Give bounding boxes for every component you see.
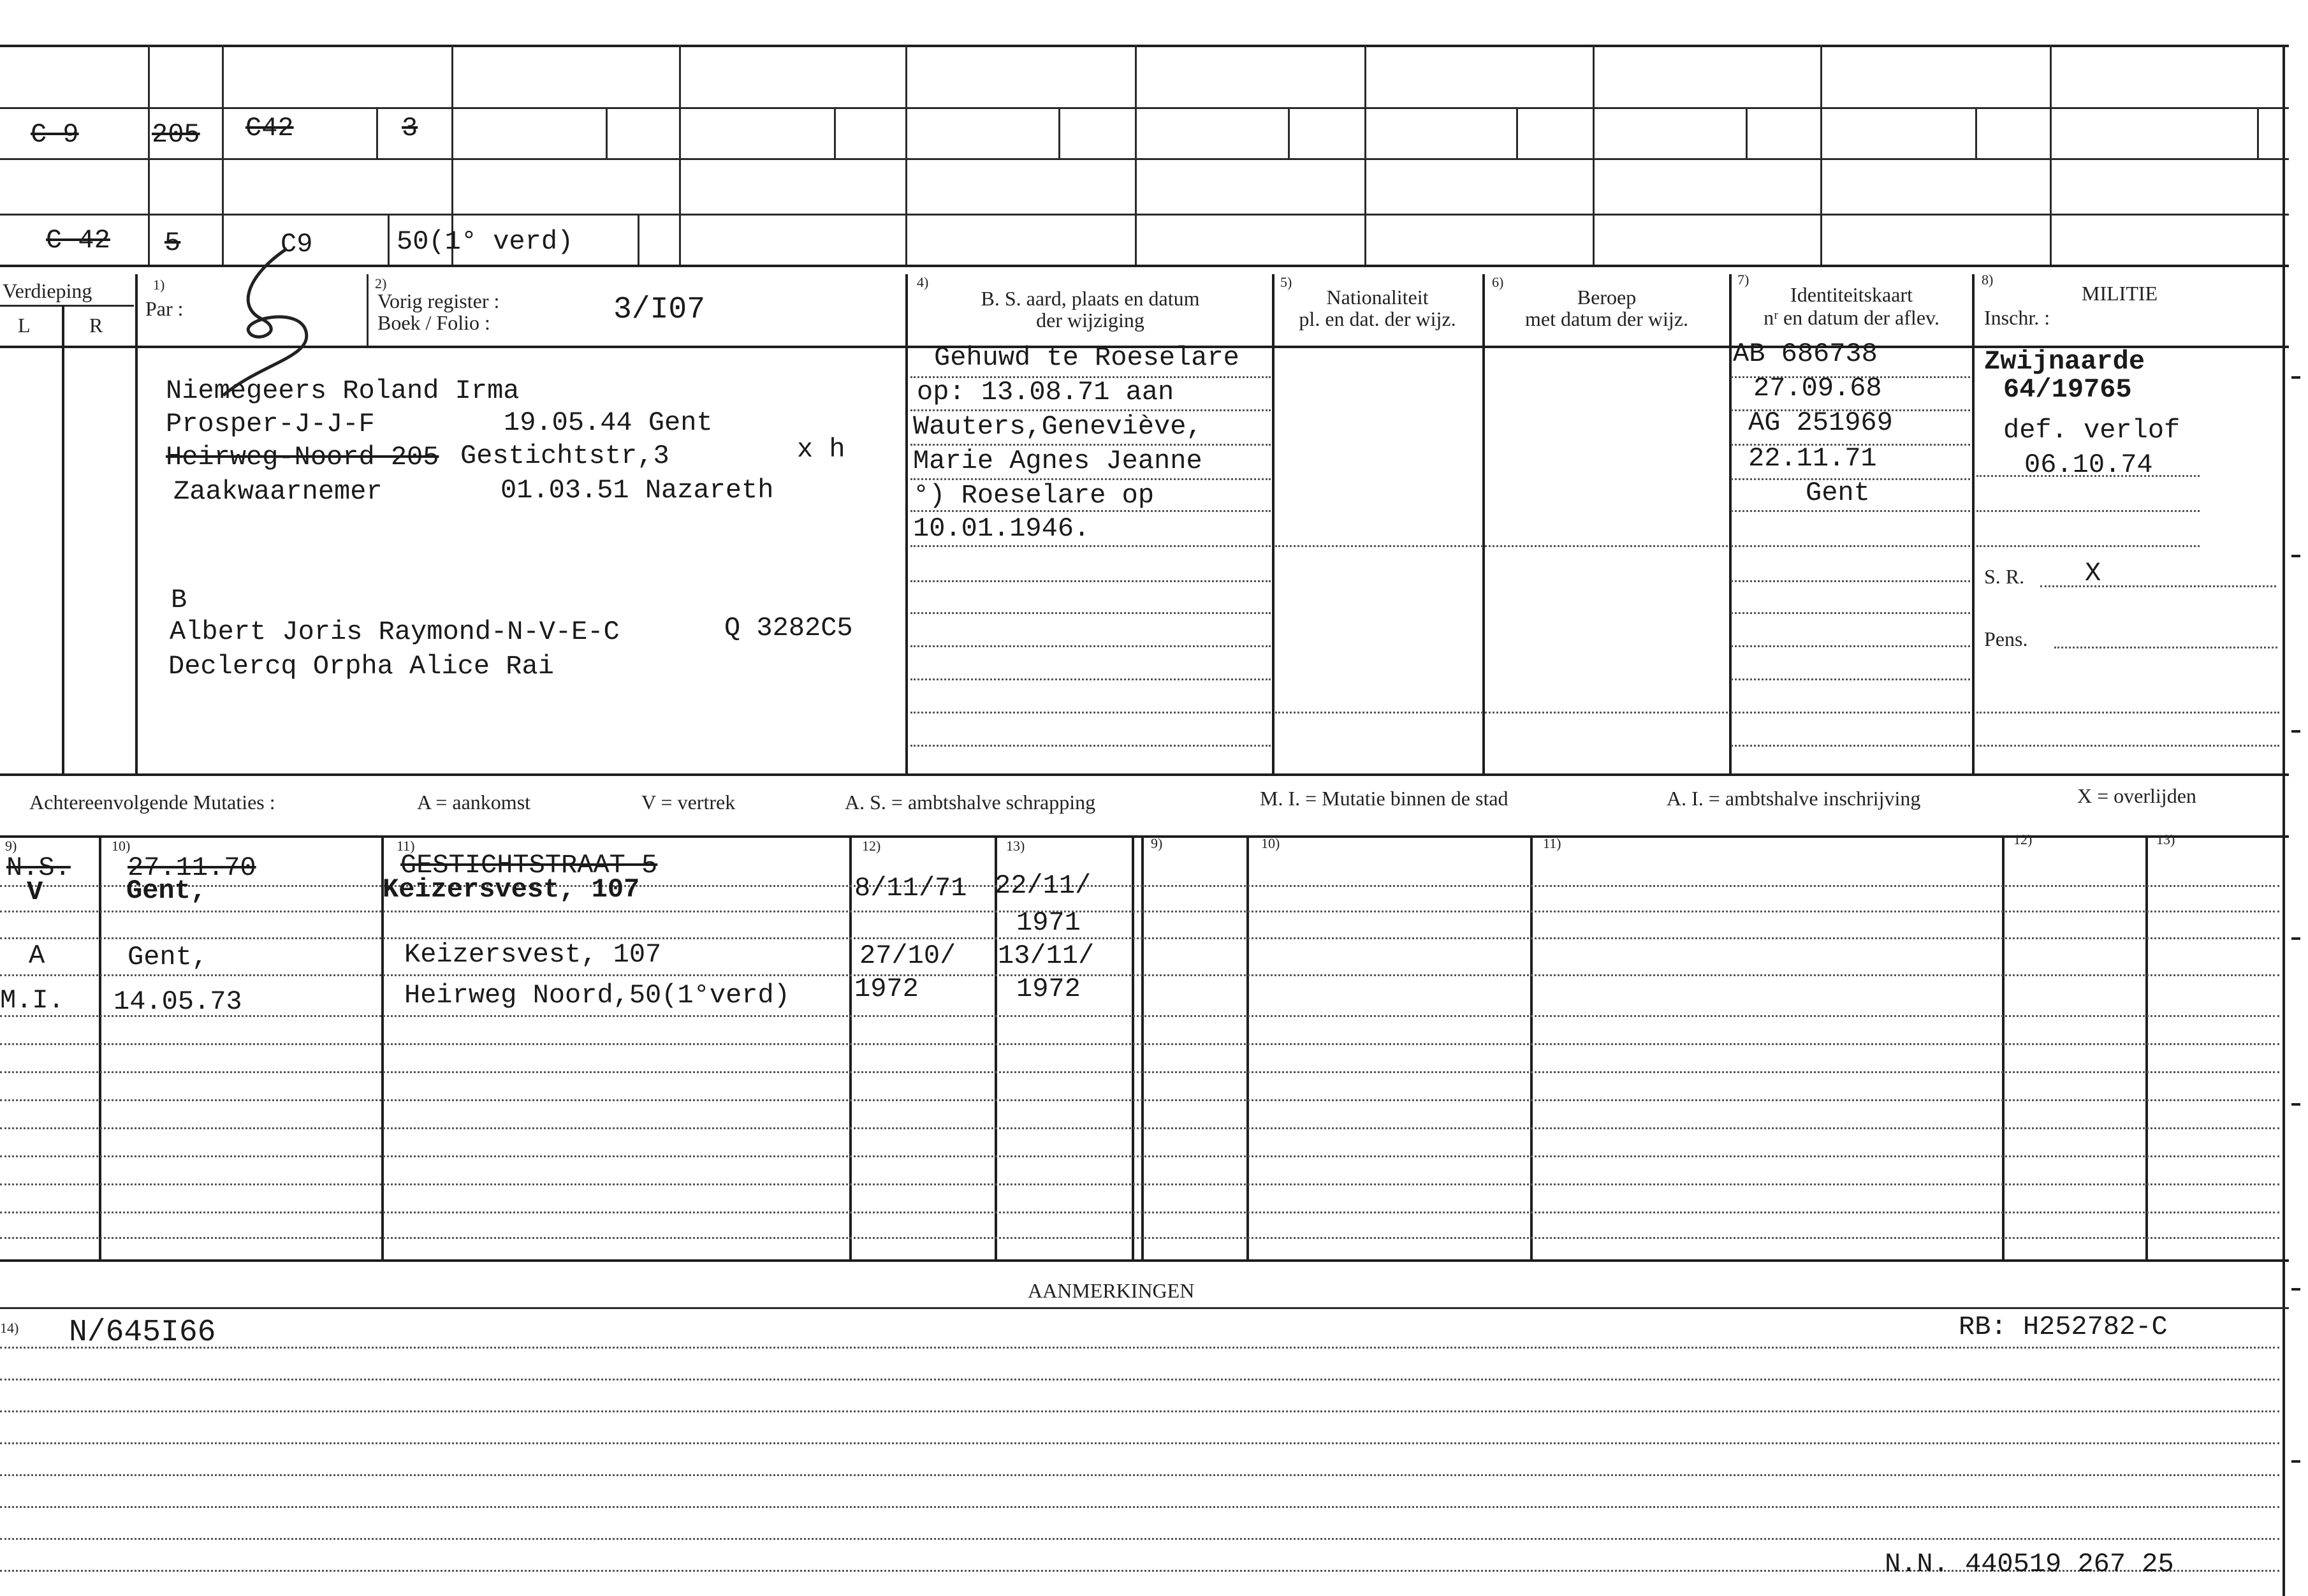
person-father-code: Q 3282C5	[724, 613, 853, 643]
remarks-line	[0, 1307, 2289, 1309]
militia-status: def. verlof	[2003, 415, 2180, 446]
militia-place: Zwijnaarde	[1984, 346, 2145, 377]
top-grid-vline	[148, 45, 150, 265]
ruled-line	[0, 1015, 2279, 1017]
mutation-code: M.I.	[0, 985, 64, 1016]
ruled-line	[1731, 545, 1970, 547]
column-number: 10)	[1261, 835, 1280, 851]
mutations-top	[0, 835, 2289, 838]
mutation-date: Gent,	[128, 942, 208, 972]
ruled-line	[0, 1410, 2279, 1412]
top-grid-vline	[1364, 45, 1366, 265]
sr-label: S. R.	[1984, 565, 2025, 588]
legend-item: A = aankomst	[417, 791, 531, 814]
top-grid-vline	[222, 45, 224, 265]
person-mother: Declercq Orpha Alice Rai	[168, 651, 554, 682]
top-code: 5	[164, 228, 181, 258]
ruled-line	[0, 911, 2279, 912]
ruled-line	[910, 545, 1271, 547]
vline-beroep	[1482, 274, 1485, 773]
bs-header: B. S. aard, plaats en datum	[981, 287, 1200, 310]
identiteitskaart-header: Identiteitskaart	[1790, 283, 1913, 306]
top-grid-vline	[376, 107, 378, 158]
mut-vline	[1530, 835, 1533, 1259]
ruled-line	[0, 885, 2279, 887]
legend-item: A. I. = ambtshalve inschrijving	[1667, 787, 1921, 810]
civil-line: op: 13.08.71 aan	[917, 377, 1174, 407]
ruled-line	[1731, 712, 1970, 714]
civil-line: Wauters,Geneviève,	[913, 411, 1202, 442]
ruled-line	[1275, 712, 1728, 714]
top-grid-vline	[1516, 107, 1518, 158]
remarks-right: RB: H252782-C	[1959, 1312, 2168, 1342]
verdieping-label: Verdieping	[3, 279, 92, 302]
mutation-address: Heirweg Noord,50(1°verd)	[404, 980, 790, 1011]
top-grid-vline	[679, 45, 681, 265]
verdieping-split	[0, 305, 134, 307]
ruled-line	[0, 1127, 2279, 1129]
ruled-line	[2054, 647, 2277, 648]
legend-item: A. S. = ambtshalve schrapping	[845, 791, 1096, 814]
top-grid-vline	[834, 107, 836, 158]
nn-number: N.N. 440519 267 25	[1885, 1549, 2174, 1579]
mut-vline	[99, 835, 101, 1259]
legend-item: X = overlijden	[2077, 784, 2196, 807]
edge-tick	[2291, 376, 2300, 379]
id-card-line: 27.09.68	[1753, 373, 1882, 404]
mutation-d12: 1972	[854, 974, 919, 1004]
ruled-line	[910, 712, 1271, 714]
mutation-address: Keizersvest, 107	[383, 874, 640, 905]
ruled-line	[910, 478, 1271, 480]
edge-tick	[2291, 1103, 2300, 1106]
person-occupation: Zaakwaarnemer	[173, 476, 383, 507]
mut-vline	[849, 835, 852, 1259]
top-grid-line	[0, 158, 2289, 160]
ruled-line	[910, 580, 1271, 582]
ruled-line	[0, 937, 2279, 939]
column-number: 11)	[397, 838, 415, 854]
mutation-code: N.S.	[6, 853, 71, 883]
edge-tick	[2291, 1460, 2300, 1463]
handwritten-mark	[210, 236, 338, 402]
mutation-code: V	[27, 877, 43, 907]
civil-line: Gehuwd te Roeselare	[934, 342, 1239, 373]
mutation-d12: 8/11/71	[854, 873, 967, 904]
mutations-bottom	[0, 1259, 2289, 1262]
edge-tick	[2291, 937, 2300, 940]
person-b: B	[171, 585, 187, 615]
id-card-line: 22.11.71	[1748, 443, 1877, 474]
mutation-d12: 27/10/	[859, 941, 956, 971]
ruled-line	[910, 612, 1271, 614]
top-grid-vline	[1135, 45, 1137, 265]
ruled-line	[910, 510, 1271, 512]
top-code: C 9	[31, 119, 79, 150]
legend-item: V = vertrek	[641, 791, 736, 814]
ruled-line	[910, 678, 1271, 680]
ruled-line	[1976, 745, 2279, 747]
ruled-line	[0, 1538, 2279, 1540]
vline-bs	[905, 274, 908, 773]
top-grid-vline	[638, 214, 639, 265]
ruled-line	[910, 376, 1271, 378]
ruled-line	[1976, 712, 2279, 714]
column-number: 11)	[1543, 835, 1561, 851]
ruled-line	[0, 1099, 2279, 1101]
ruled-line	[0, 1183, 2279, 1185]
ruled-line	[0, 1155, 2279, 1157]
ruled-line	[2040, 585, 2276, 587]
field-number: 6)	[1492, 274, 1504, 290]
l-label: L	[18, 314, 31, 337]
beroep-header-2: met datum der wijz.	[1525, 307, 1688, 330]
vline-militie	[1972, 274, 1975, 773]
bs-header-2: der wijziging	[1036, 309, 1144, 332]
vline-lr	[62, 305, 64, 773]
top-grid-vline	[2050, 45, 2052, 265]
ruled-line	[1731, 678, 1970, 680]
ruled-line	[1976, 510, 2200, 512]
column-number: 12)	[862, 838, 881, 854]
column-number: 12)	[2013, 831, 2033, 847]
legend-item: M. I. = Mutatie binnen de stad	[1260, 787, 1508, 810]
ruled-line	[910, 444, 1271, 446]
vline-par	[135, 274, 138, 773]
top-grid-vline	[1288, 107, 1290, 158]
ruled-line	[910, 645, 1271, 647]
edge-tick	[2291, 555, 2300, 557]
top-code: C9	[281, 229, 313, 260]
top-border	[0, 45, 2289, 47]
ruled-line	[0, 974, 2279, 976]
top-grid-vline	[2257, 107, 2259, 158]
person-prosper: Prosper-J-J-F	[166, 409, 375, 439]
vline-nat	[1272, 274, 1275, 773]
nationaliteit-header: Nationaliteit	[1326, 286, 1429, 309]
ruled-line	[0, 1237, 2279, 1239]
id-card-line: AG 251969	[1748, 407, 1893, 438]
ruled-line	[0, 1474, 2279, 1476]
top-grid-vline	[1058, 107, 1060, 158]
field-number: 1)	[153, 277, 165, 293]
field-number: 5)	[1280, 274, 1292, 290]
top-grid-vline	[1975, 107, 1977, 158]
boek-folio-label: Boek / Folio :	[377, 311, 490, 334]
top-grid-vline	[1746, 107, 1748, 158]
edge-tick	[2291, 1288, 2300, 1291]
top-code: C42	[245, 113, 294, 143]
person-occupation-date: 01.03.51 Nazareth	[500, 475, 774, 506]
ruled-line	[0, 1071, 2279, 1073]
mut-vline	[1246, 835, 1249, 1259]
mutation-code: A	[29, 941, 45, 971]
id-card-line: AB 686738	[1733, 339, 1878, 369]
person-father: Albert Joris Raymond-N-V-E-C	[170, 617, 620, 647]
militia-number: 64/19765	[2003, 374, 2132, 405]
person-mark: x h	[797, 434, 845, 465]
top-grid-vline	[606, 107, 608, 158]
beroep-header: Beroep	[1577, 286, 1637, 309]
field-number: 8)	[1982, 272, 1994, 288]
militia-date: 06.10.74	[2024, 450, 2153, 480]
vorig-register-label: Vorig register :	[377, 289, 500, 312]
person-old-address: Heirweg-Noord 205	[166, 442, 439, 472]
ruled-line	[1976, 475, 2200, 477]
field-number: 2)	[375, 275, 387, 291]
pens-label: Pens.	[1984, 627, 2028, 650]
ruled-line	[0, 1347, 2279, 1349]
mut-vline	[2145, 835, 2148, 1259]
block-bottom	[0, 773, 2289, 776]
ruled-line	[0, 1043, 2279, 1045]
vline-id	[1729, 274, 1732, 773]
ruled-line	[0, 1506, 2279, 1508]
militie-header: MILITIE	[2082, 282, 2158, 305]
r-label: R	[89, 314, 103, 337]
ruled-line	[1731, 580, 1970, 582]
legend-title: Achtereenvolgende Mutaties :	[29, 791, 275, 814]
top-code: C 42	[46, 225, 110, 256]
mutation-date: 14.05.73	[113, 986, 242, 1017]
ruled-line	[1731, 745, 1970, 747]
top-grid-line	[0, 214, 2289, 216]
nationaliteit-header-2: pl. en dat. der wijz.	[1299, 307, 1456, 330]
mutation-address: GESTICHTSTRAAT 5	[400, 850, 658, 881]
civil-line: Marie Agnes Jeanne	[913, 446, 1202, 476]
person-birth: 19.05.44 Gent	[504, 407, 713, 438]
ruled-line	[910, 745, 1271, 747]
column-number: 13)	[1006, 838, 1025, 854]
top-grid-vline	[388, 214, 390, 265]
top-grid-vline	[1593, 45, 1595, 265]
right-border	[2282, 45, 2285, 1596]
mutation-date: Gent,	[126, 875, 207, 906]
column-number: 9)	[1151, 835, 1163, 851]
top-code: 50(1° verd)	[397, 226, 574, 257]
field-number: 14)	[0, 1320, 19, 1336]
ruled-line	[1731, 612, 1970, 614]
field-number: 7)	[1737, 272, 1749, 288]
column-number: 9)	[5, 838, 17, 854]
top-grid-line	[0, 107, 2289, 109]
top-grid-vline	[1820, 45, 1822, 265]
mutation-address: Keizersvest, 107	[404, 939, 662, 970]
id-card-line: Gent	[1806, 478, 1870, 508]
civil-line: 10.01.1946.	[913, 513, 1090, 544]
mutation-date: 27.11.70	[128, 853, 256, 883]
mutation-d13: 13/11/	[998, 941, 1095, 971]
identiteitskaart-header-2: nʳ en datum der aflev.	[1764, 306, 1939, 329]
mut-vline	[1141, 835, 1144, 1259]
column-number: 10)	[112, 838, 131, 854]
top-grid-vline	[905, 45, 907, 265]
top-code: 205	[152, 119, 200, 150]
ruled-line	[1731, 645, 1970, 647]
vline-vorig	[367, 274, 369, 346]
ruled-line	[1976, 545, 2200, 547]
ruled-line	[0, 1379, 2279, 1380]
person-name: Niemegeers Roland Irma	[166, 376, 520, 406]
mutation-d13: 1971	[1016, 907, 1081, 938]
edge-tick	[2291, 730, 2300, 733]
ruled-line	[0, 1212, 2279, 1213]
person-address: Gestichtstr,3	[460, 441, 669, 471]
ruled-line	[0, 1442, 2279, 1444]
field-number: 4)	[917, 274, 929, 290]
civil-line: °) Roeselare op	[913, 480, 1155, 511]
mut-vline	[1132, 835, 1134, 1259]
ruled-line	[1731, 510, 1970, 512]
mut-vline	[2002, 835, 2005, 1259]
top-code: 3	[402, 113, 418, 143]
par-label: Par :	[145, 297, 184, 320]
remarks-left: N/645I66	[69, 1315, 216, 1350]
mutation-d13: 1972	[1016, 974, 1081, 1004]
register-value: 3/I07	[613, 293, 706, 327]
inschr-label: Inschr. :	[1984, 306, 2050, 329]
ruled-line	[1275, 545, 1728, 547]
sr-value: X	[2085, 558, 2101, 589]
top-grid-bottom	[0, 265, 2289, 267]
column-number: 13)	[2156, 831, 2175, 847]
mutation-d13: 22/11/	[995, 870, 1092, 901]
ruled-line	[910, 409, 1271, 411]
remarks-title: AANMERKINGEN	[1028, 1279, 1195, 1302]
